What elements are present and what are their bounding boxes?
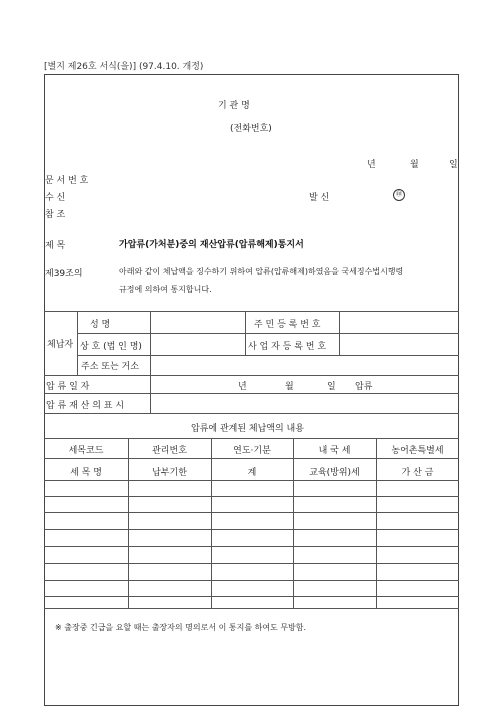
subject-title: 가압류(가처분)중의 재산압류(압류해제)통지서	[119, 240, 304, 250]
rule	[376, 438, 377, 608]
recipient-label: 수 신	[45, 193, 66, 203]
rule	[77, 311, 78, 375]
agency-name: 기 관 명	[218, 101, 250, 111]
col-due-date: 납부기한	[152, 468, 187, 478]
rule	[44, 546, 459, 547]
trade-name-label: 상 호 (법 인 명)	[80, 342, 142, 352]
rule	[245, 311, 246, 355]
col-total: 계	[247, 468, 257, 478]
business-no-label: 사 업 자 등 록 번 호	[248, 342, 327, 352]
arrears-title: 압류에 관계된 체납액의 내용	[191, 424, 304, 434]
col-year-period: 연도·기분	[233, 446, 271, 456]
seizure-year-label: 년	[238, 382, 247, 392]
rule	[339, 311, 340, 355]
body-line-2: 규정에 의하여 통지합니다.	[119, 285, 212, 294]
rule	[44, 596, 459, 597]
rule	[44, 563, 459, 564]
col-tax-name: 세 목 명	[70, 468, 102, 478]
col-education-tax: 교육(방위)세	[309, 468, 360, 478]
taxpayer-section-label: 체납자	[47, 340, 74, 350]
seizure-date-label: 압 류 일 자	[46, 382, 90, 392]
rule	[44, 375, 459, 376]
seized-property-label: 압 류 재 산 의 표 시	[46, 401, 125, 411]
name-label: 성 명	[90, 320, 111, 330]
footnote: ※ 출장중 긴급을 요할 때는 출장자의 명의로서 이 통지를 하여도 무방함.	[55, 623, 307, 632]
seal-icon: ㊞	[393, 189, 405, 201]
law-reference: 제39조의	[45, 269, 83, 279]
seizure-suffix: 압류	[355, 382, 373, 392]
address-label: 주소 또는 거소	[81, 362, 139, 372]
rule	[293, 438, 294, 608]
rule	[44, 480, 459, 481]
subject-label: 제 목	[45, 241, 66, 251]
body-line-1: 아래와 같이 체납액을 징수하기 위하여 압류(압류해제)하였음을 국세징수법시행령	[119, 267, 404, 276]
rule	[44, 311, 459, 312]
rule	[77, 333, 459, 334]
rule	[77, 355, 459, 356]
form-title: [별지 제26호 서식(을)] (97.4.10. 개정)	[44, 62, 204, 72]
col-tax-code: 세목코드	[68, 446, 104, 456]
rule	[44, 458, 459, 459]
col-rural-special-tax: 농어촌특별세	[391, 446, 444, 456]
col-control-no: 관리번호	[152, 446, 187, 456]
rule	[150, 311, 151, 413]
doc-number-label: 문 서 번 호	[45, 176, 89, 186]
seizure-month-label: 월	[285, 382, 294, 392]
rule	[44, 393, 459, 394]
date-month-label: 월	[410, 160, 419, 170]
sender-label: 발 신	[309, 193, 330, 203]
rule	[44, 438, 459, 439]
col-domestic-tax: 내 국 세	[318, 446, 351, 456]
date-year-label: 년	[367, 160, 376, 170]
seizure-day-label: 일	[327, 382, 336, 392]
resident-no-label: 주 민 등 록 번 호	[254, 320, 321, 330]
rule	[44, 529, 459, 530]
date-day-label: 일	[449, 160, 458, 170]
agency-phone: (전화번호)	[230, 124, 272, 134]
rule	[128, 438, 129, 608]
rule	[44, 608, 459, 609]
seal-mark	[393, 189, 405, 201]
rule	[44, 512, 459, 513]
rule	[44, 413, 459, 414]
rule	[44, 496, 459, 497]
rule	[44, 580, 459, 581]
notice-form	[44, 74, 459, 706]
rule	[211, 438, 212, 608]
col-penalty: 가 산 금	[401, 468, 434, 478]
reference-label: 참 조	[45, 210, 66, 220]
